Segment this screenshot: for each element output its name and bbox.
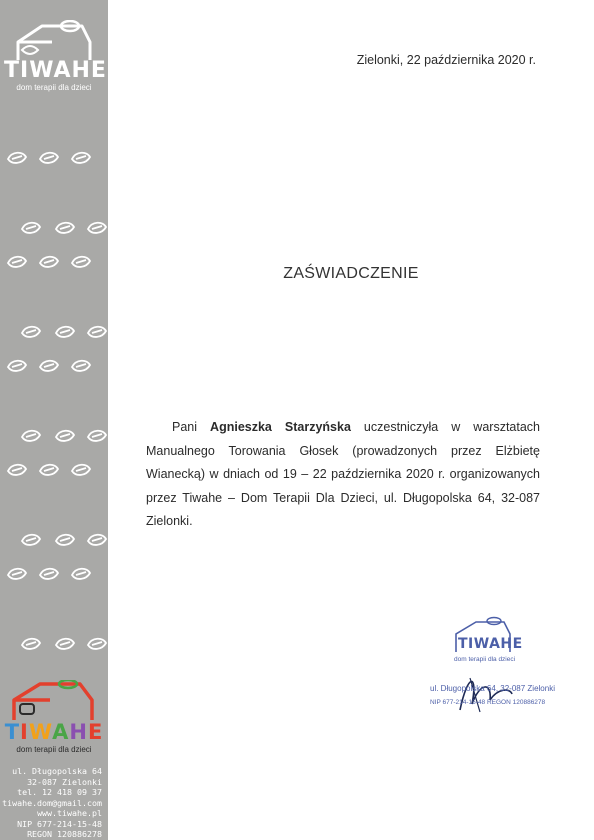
brand-letter: W — [28, 720, 53, 744]
leaf-icon — [70, 462, 92, 478]
leaf-icon — [20, 636, 42, 652]
salutation: Pani — [172, 420, 198, 434]
certificate-text: uczestniczyła w warsztatach Manualnego Torowania Głosek (prowadzonych przez Elżbietę Wianecką) w dniach od 19 – 22 października 2020 r. organizowanych przez Tiwahe – Dom Terapii Dla Dzieci, ul. Długopolska 64, 32-087 Zielonki. — [146, 420, 540, 528]
leaf-icon — [20, 220, 42, 236]
leaf-icon — [70, 254, 92, 270]
house-logo-icon — [12, 20, 96, 62]
leaf-icon — [6, 358, 28, 374]
leaf-icon — [6, 462, 28, 478]
leaf-icon — [54, 532, 76, 548]
leaf-icon — [54, 220, 76, 236]
brand-letter: I — [20, 720, 29, 744]
company-stamp — [420, 612, 560, 722]
stamp-tagline: dom terapii dla dzieci — [454, 656, 516, 663]
tiwahe-logo-bottom — [0, 680, 108, 760]
leaf-icon — [6, 566, 28, 582]
brand-tagline-bottom: dom terapii dla dzieci — [16, 745, 92, 754]
contact-phone: tel. 12 418 09 37 — [17, 787, 102, 797]
contact-nip: NIP 677-214-15-48 — [17, 818, 102, 829]
leaf-icon — [54, 324, 76, 340]
brand-letter: H — [69, 720, 88, 744]
leaf-icon — [38, 566, 60, 582]
leaf-icon — [20, 324, 42, 340]
leaf-icon — [20, 532, 42, 548]
stamp-brand: TIWAHE — [458, 636, 523, 652]
leaf-icon — [86, 324, 108, 340]
tiwahe-logo-top — [4, 20, 107, 100]
leaf-icon — [6, 254, 28, 270]
brand-letter: E — [87, 720, 104, 744]
contact-website: www.tiwahe.pl — [37, 808, 102, 818]
leaf-icon — [70, 566, 92, 582]
contact-address: ul. Długopolska 64 — [12, 766, 102, 776]
leaf-icon — [38, 358, 60, 374]
participant-name: Agnieszka Starzyńska — [210, 420, 351, 434]
leaf-icon — [70, 150, 92, 166]
document-title: ZAŚWIADCZENIE — [283, 265, 419, 282]
leaf-pattern — [0, 150, 108, 670]
leaf-icon — [54, 636, 76, 652]
brand-tagline: dom terapii dla dzieci — [16, 83, 92, 92]
leaf-icon — [86, 636, 108, 652]
leaf-icon — [86, 428, 108, 444]
colored-house-icon — [0, 680, 108, 722]
leaf-icon — [6, 150, 28, 166]
leaf-icon — [86, 220, 108, 236]
stamp-ids: NIP 677-214-15-48 REGON 120886278 — [430, 699, 546, 706]
leaf-icon — [38, 254, 60, 270]
leaf-icon — [70, 358, 92, 374]
contact-email: tiwahe.dom@gmail.com — [2, 797, 102, 808]
leaf-icon — [54, 428, 76, 444]
letter-date: Zielonki, 22 października 2020 r. — [356, 53, 536, 67]
contact-regon: REGON 120886278 — [27, 829, 102, 839]
leaf-icon — [38, 150, 60, 166]
brand-name: TIWAHE — [4, 58, 107, 83]
contact-block — [2, 766, 102, 840]
brand-letter: A — [52, 720, 70, 744]
letterhead-sidebar — [0, 0, 108, 840]
brand-name-colored — [0, 720, 108, 744]
certificate-body — [146, 416, 540, 534]
leaf-icon — [86, 532, 108, 548]
leaf-icon — [38, 462, 60, 478]
brand-letter: T — [4, 720, 21, 744]
leaf-icon — [20, 428, 42, 444]
contact-city: 32-087 Zielonki — [27, 776, 102, 787]
stamp-address: ul. Długopolska 64, 32-087 Zielonki — [430, 684, 555, 693]
